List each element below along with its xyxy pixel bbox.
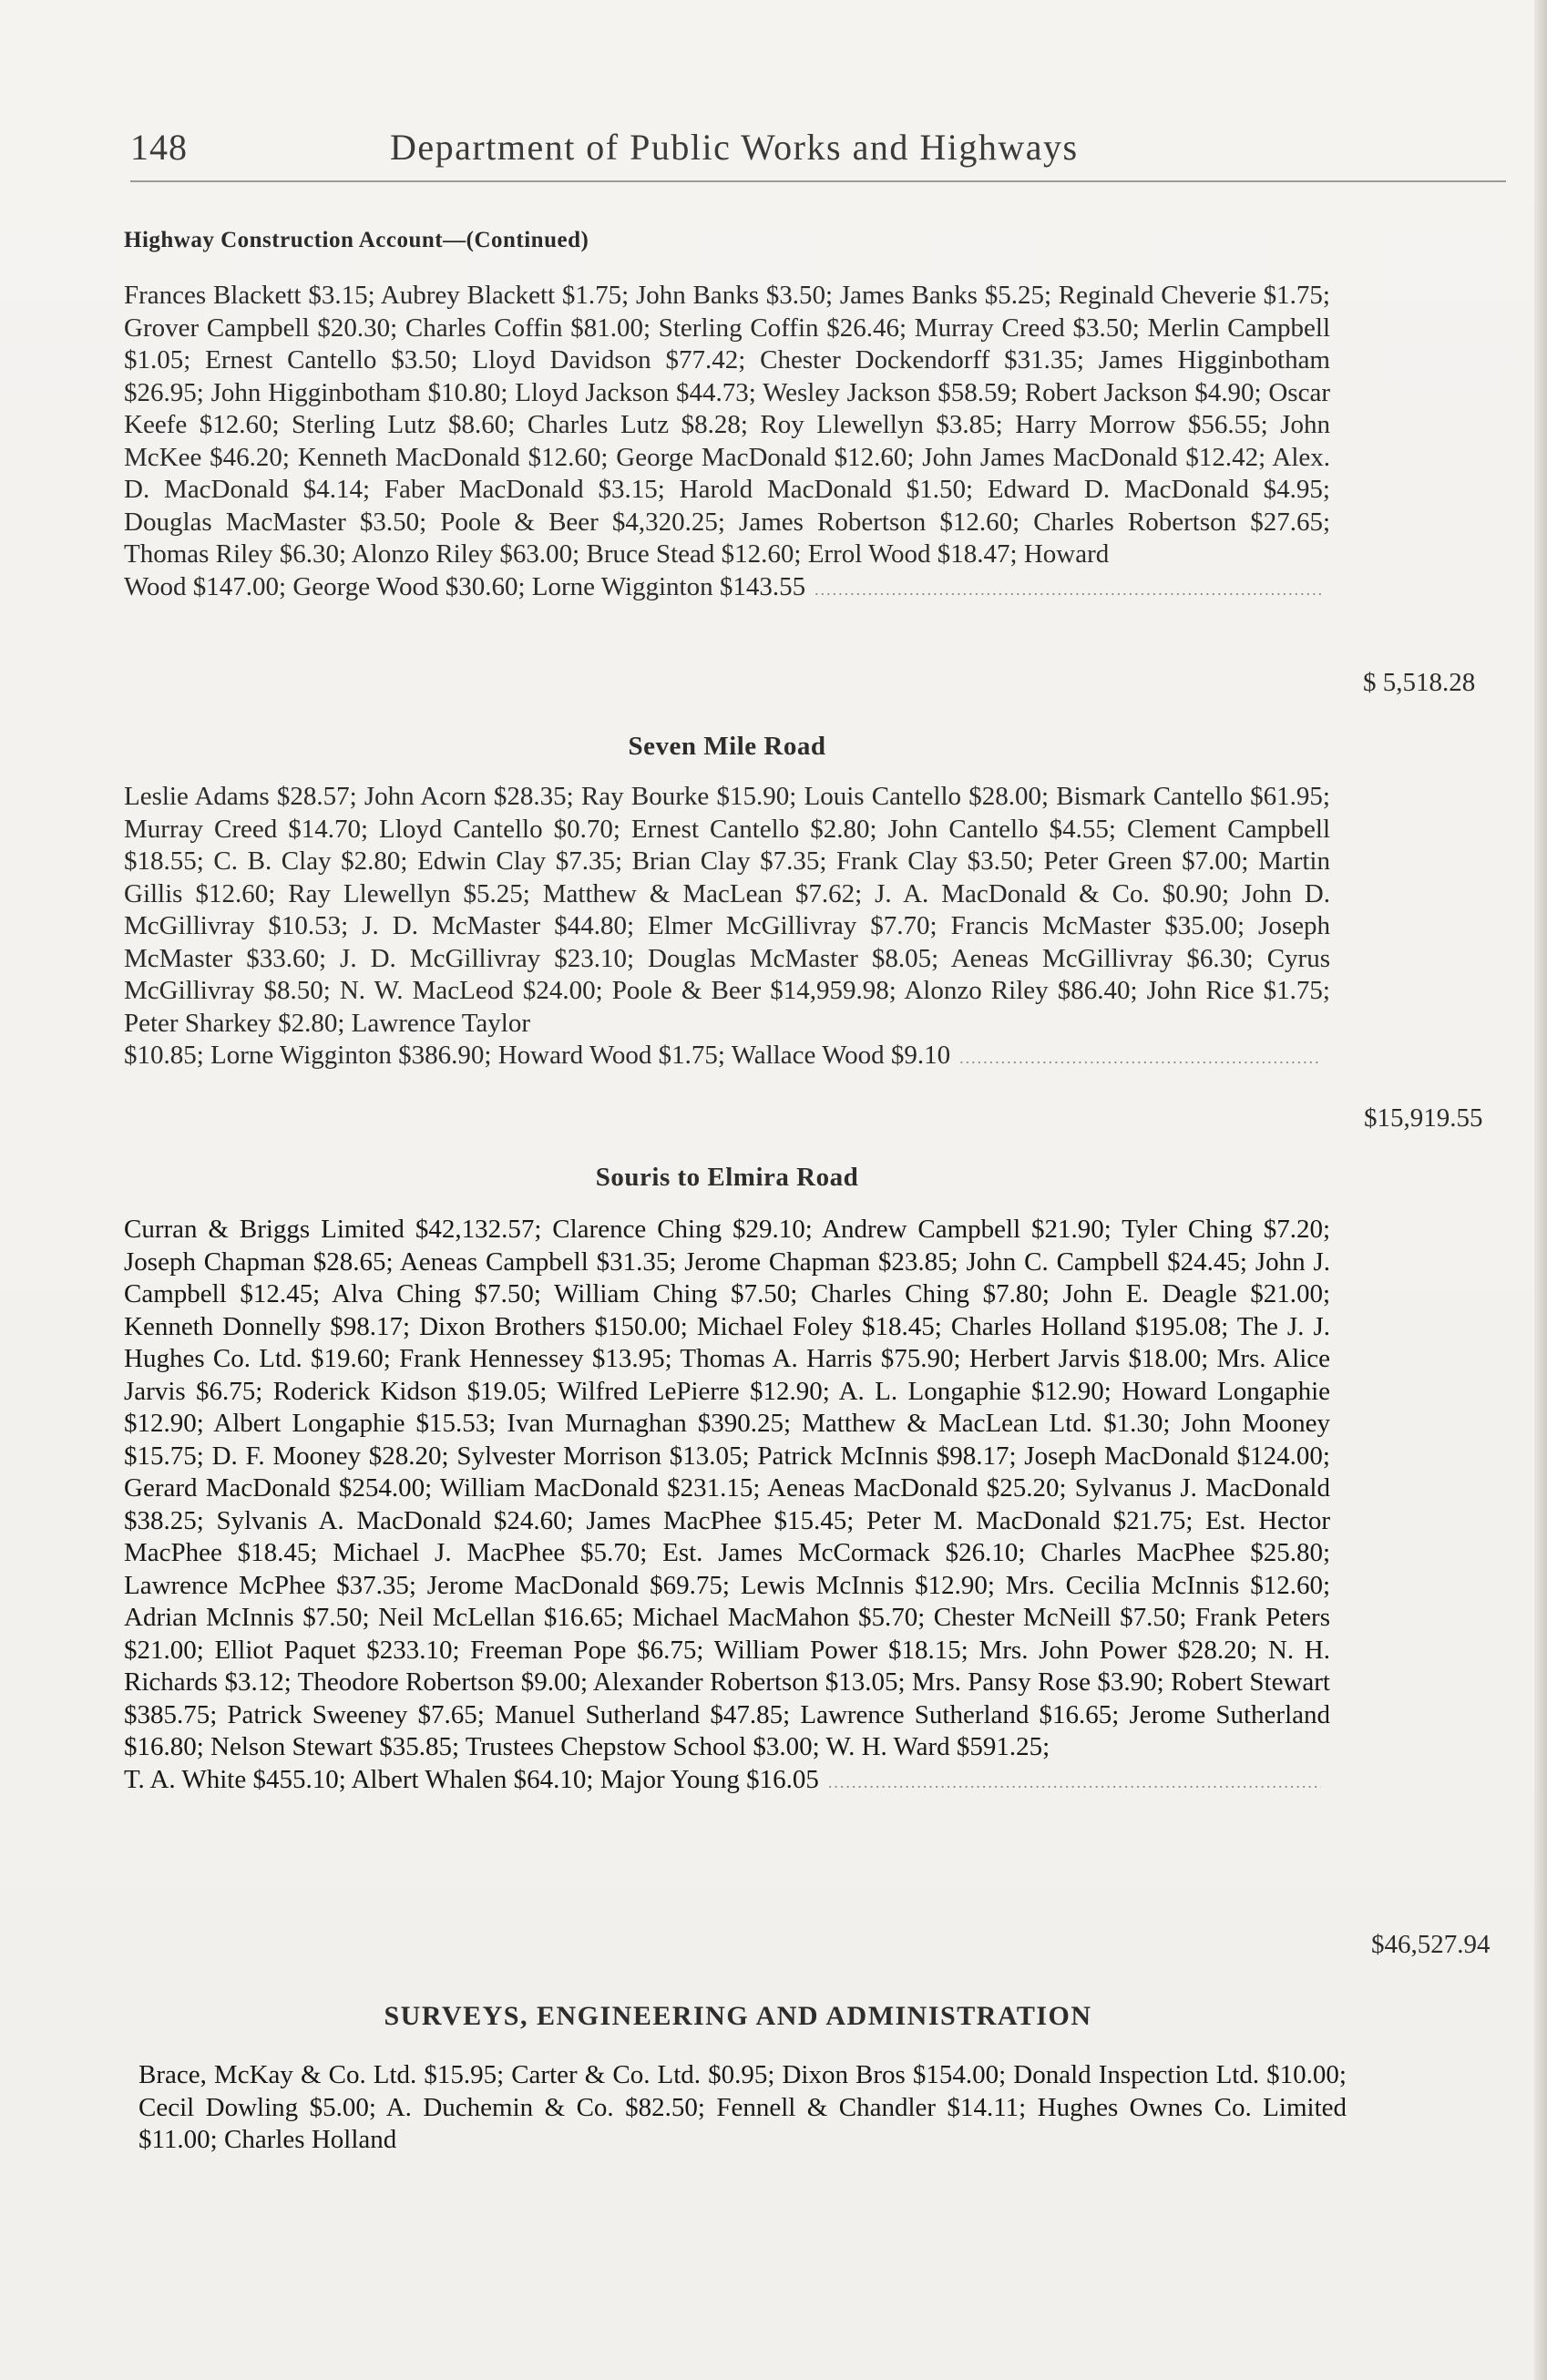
highway-construction-last-text: Wood $147.00; George Wood $30.60; Lorne Wigginton $143.55 [124, 571, 806, 601]
souris-elmira-paragraph: Curran & Briggs Limited $42,132.57; Clarence Ching $29.10; Andrew Campbell $21.90; Tyler Ching $7.20; Joseph Chapman $28.65; Aeneas Campbell $31.35; Jerome Chapman $23.85; John C. Campbell $24.45; John J. Campbell $12.45; Alva Ching $7.50; William Ching $7.50; Charles Ching $7.80; John E. Deagle $21.00; Kenneth Donnelly $98.17; Dixon Brothers $150.00; Michael Foley $18.45; Charles Holland $195.08; The J. J. Hughes Co. Ltd. $19.60; Frank Hennessey $13.95; Thomas A. Harris $75.90; Herbert Jarvis $18.00; Mrs. Alice Jarvis $6.75; Roderick Kidson $19.05; Wilfred LePierre $12.90; A. L. Longaphie $12.90; Howard Longaphie $12.90; Albert Longaphie $15.53; Ivan Murnaghan $390.25; Matthew & MacLean Ltd. $1.30; John Mooney $15.75; D. F. Mooney $28.20; Sylvester Morrison $13.05; Patrick McInnis $98.17; Joseph MacDonald $124.00; Gerard MacDonald $254.00; William MacDonald $231.15; Aeneas MacDonald $25.20; Sylvanus J. MacDonald $38.25; Sylvanis A. MacDonald $24.60; James MacPhee $15.45; Peter M. MacDonald $21.75; Est. Hector MacPhee $18.45; Michael J. MacPhee $5.70; Est. James McCormack $26.10; Charles MacPhee $25.80; Lawrence McPhee $37.35; Jerome MacDonald $69.75; Lewis McInnis $12.90; Mrs. Cecilia McInnis $12.60; Adrian McInnis $7.50; Neil McLellan $16.65; Michael MacMahon $5.70; Chester McNeill $7.50; Frank Peters $21.00; Elliot Paquet $233.10; Freeman Pope $6.75; William Power $18.15; Mrs. John Power $28.20; N. H. Richards $3.12; Theodore Robertson $9.00; Alexander Robertson $13.05; Mrs. Pansy Rose $3.90; Robert Stewart $385.75; Patrick Sweeney $7.65; Manuel Sutherland $47.85; Lawrence Sutherland $16.65; Jerome Sutherland $16.80; Nelson Stewart $35.85; Trustees Chepstow School $3.00; W. H. Ward $591.25; [124, 1215, 1330, 1761]
highway-construction-total: $ 5,518.28 [1363, 668, 1476, 697]
souris-elmira-last-line [124, 1764, 1330, 1800]
page-spine-edge [1534, 0, 1547, 2380]
surveys-paragraph: Brace, McKay & Co. Ltd. $15.95; Carter & Co. Ltd. $0.95; Dixon Bros $154.00; Donald Inspection Ltd. $10.00; Cecil Dowling $5.00; A. Duchemin & Co. $82.50; Fennell & Chandler $14.11; Hughes Ownes Co. Limited $11.00; Charles Holland [138, 2060, 1347, 2154]
header-rule [130, 180, 1506, 182]
page-number: 148 [130, 127, 188, 168]
section-heading-seven-mile-road: Seven Mile Road [628, 732, 826, 761]
seven-mile-road-paragraph: Leslie Adams $28.57; John Acorn $28.35; Ray Bourke $15.90; Louis Cantello $28.00; Bismark Cantello $61.95; Murray Creed $14.70; Lloyd Cantello $0.70; Ernest Cantello $2.80; John Cantello $4.55; Clement Campbell $18.55; C. B. Clay $2.80; Edwin Clay $7.35; Brian Clay $7.35; Frank Clay $3.50; Peter Green $7.00; Martin Gillis $12.60; Ray Llewellyn $5.25; Matthew & MacLean $7.62; J. A. MacDonald & Co. $0.90; John D. McGillivray $10.53; J. D. McMaster $44.80; Elmer McGillivray $7.70; Francis McMaster $35.00; Joseph McMaster $33.60; J. D. McGillivray $23.10; Douglas McMaster $8.05; Aeneas McGillivray $6.30; Cyrus McGillivray $8.50; N. W. MacLeod $24.00; Poole & Beer $14,959.98; Alonzo Riley $86.40; John Rice $1.75; Peter Sharkey $2.80; Lawrence Taylor [124, 782, 1330, 1038]
seven-mile-road-body [124, 781, 1330, 1075]
highway-construction-paragraph: Frances Blackett $3.15; Aubrey Blackett $1.75; John Banks $3.50; James Banks $5.25; Reginald Cheverie $1.75; Grover Campbell $20.30; Charles Coffin $81.00; Sterling Coffin $26.46; Murray Creed $3.50; Merlin Campbell $1.05; Ernest Cantello $3.50; Lloyd Davidson $77.42; Chester Dockendorff $31.35; James Higginbotham $26.95; John Higginbotham $10.80; Lloyd Jackson $44.73; Wesley Jackson $58.59; Robert Jackson $4.90; Oscar Keefe $12.60; Sterling Lutz $8.60; Charles Lutz $8.28; Roy Llewellyn $3.85; Harry Morrow $56.55; John McKee $46.20; Kenneth MacDonald $12.60; George MacDonald $12.60; John James MacDonald $12.42; Alex. D. MacDonald $4.14; Faber MacDonald $3.15; Harold MacDonald $1.50; Edward D. MacDonald $4.95; Douglas MacMaster $3.50; Poole & Beer $4,320.25; James Robertson $12.60; Charles Robertson $27.65; Thomas Riley $6.30; Alonzo Riley $63.00; Bruce Stead $12.60; Errol Wood $18.47; Howard [124, 281, 1330, 569]
running-head [130, 126, 1515, 171]
souris-elmira-last-text: T. A. White $455.10; Albert Whalen $64.10; Major Young $16.05 [124, 1764, 819, 1794]
highway-construction-last-line [124, 571, 1330, 607]
surveys-body [138, 2059, 1347, 2157]
leader-dots [814, 574, 1321, 607]
leader-dots [828, 1767, 1321, 1800]
seven-mile-road-last-text: $10.85; Lorne Wigginton $386.90; Howard Wood $1.75; Wallace Wood $9.10 [124, 1041, 951, 1070]
leader-dots [959, 1042, 1321, 1075]
seven-mile-road-last-line [124, 1040, 1330, 1075]
section-heading-surveys-engineering: SURVEYS, ENGINEERING AND ADMINISTRATION [384, 2001, 1092, 2031]
section-heading-highway-construction: Highway Construction Account—(Continued) [124, 228, 589, 252]
souris-elmira-body [124, 1214, 1330, 1799]
highway-construction-body [124, 280, 1330, 606]
souris-elmira-total: $46,527.94 [1371, 1930, 1491, 1959]
running-head-title: Department of Public Works and Highways [390, 127, 1079, 168]
section-heading-souris-elmira-road: Souris to Elmira Road [595, 1163, 859, 1192]
seven-mile-road-total: $15,919.55 [1364, 1103, 1483, 1133]
